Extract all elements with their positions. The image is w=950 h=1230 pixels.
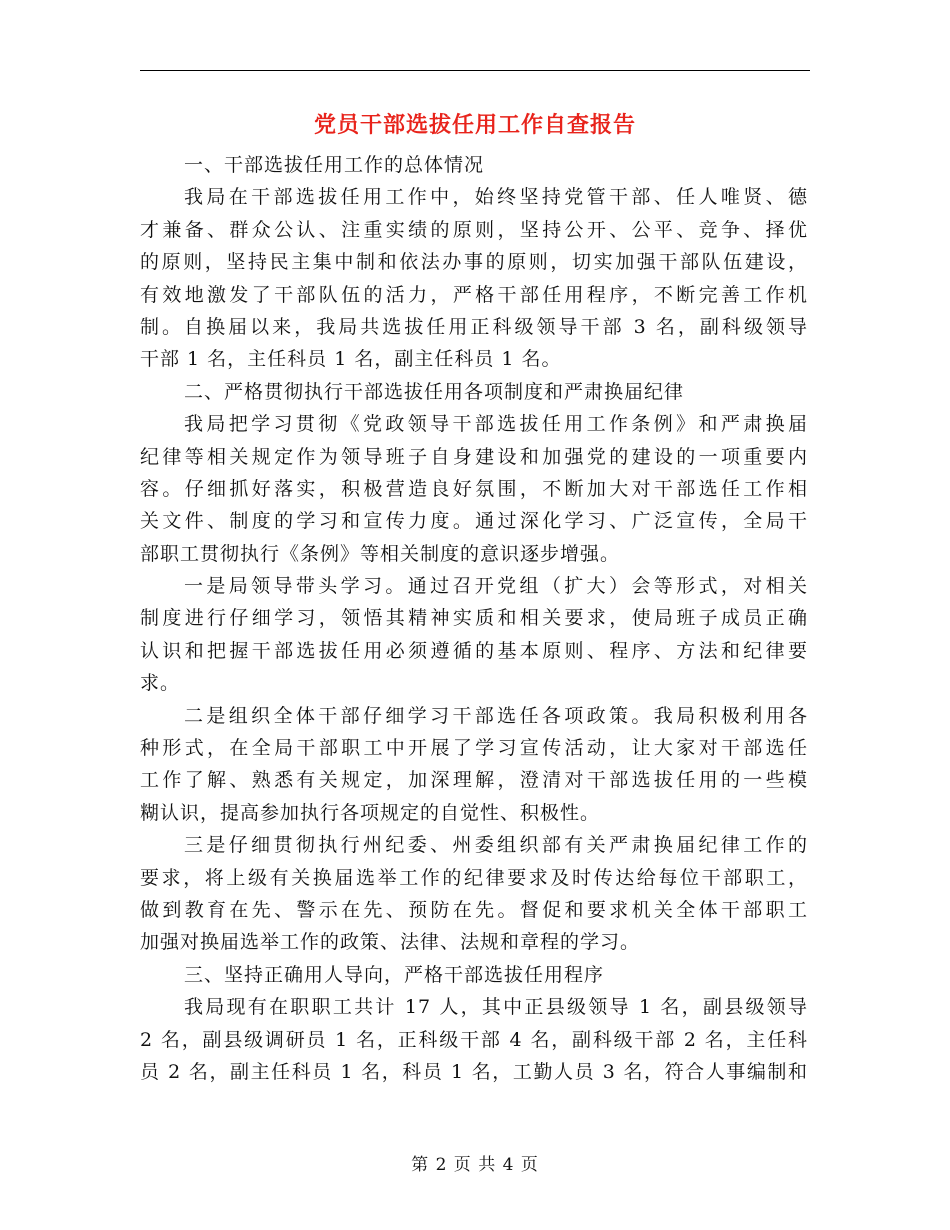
page-number: 第 2 页 共 4 页 bbox=[411, 1155, 539, 1175]
paragraph-line: 工作了解、熟悉有关规定，加深理解，澄清对干部选拔任用的一些模 bbox=[140, 769, 808, 792]
paragraph-line: 才兼备、群众公认、注重实绩的原则，坚持公开、公平、竞争、择优 bbox=[140, 218, 808, 241]
document-body bbox=[140, 149, 808, 1088]
paragraph-line: 员 2 名，副主任科员 1 名，科员 1 名，工勤人员 3 名，符合人事编制和 bbox=[140, 1060, 808, 1083]
paragraph-line: 有效地激发了干部队伍的活力，严格干部任用程序，不断完善工作机 bbox=[140, 283, 808, 306]
document-title: 党员干部选拔任用工作自查报告 bbox=[313, 112, 636, 138]
paragraph-line: 纪律等相关规定作为领导班子自身建设和加强党的建设的一项重要内 bbox=[140, 445, 808, 468]
paragraph-line: 做到教育在先、警示在先、预防在先。督促和要求机关全体干部职工 bbox=[140, 898, 808, 921]
paragraph-line: 求。 bbox=[140, 672, 181, 695]
paragraph-line: 我局把学习贯彻《党政领导干部选拔任用工作条例》和严肃换届 bbox=[184, 413, 808, 436]
paragraph-line: 关文件、制度的学习和宣传力度。通过深化学习、广泛宣传，全局干 bbox=[140, 510, 808, 533]
paragraph-line: 认识和把握干部选拔任用必须遵循的基本原则、程序、方法和纪律要 bbox=[140, 639, 808, 662]
section-heading-3: 三、坚持正确用人导向，严格干部选拔任用程序 bbox=[184, 963, 605, 986]
paragraph-line: 我局现有在职职工共计 17 人，其中正县级领导 1 名，副县级领导 bbox=[184, 996, 808, 1019]
paragraph-line: 的原则，坚持民主集中制和依法办事的原则，切实加强干部队伍建设， bbox=[140, 251, 808, 274]
paragraph-line: 2 名，副县级调研员 1 名，正科级干部 4 名，副科级干部 2 名，主任科 bbox=[140, 1028, 808, 1051]
paragraph-line: 制。自换届以来，我局共选拔任用正科级领导干部 3 名，副科级领导 bbox=[140, 315, 808, 338]
paragraph-line: 一是局领导带头学习。通过召开党组（扩大）会等形式，对相关 bbox=[184, 575, 808, 598]
paragraph-line: 种形式，在全局干部职工中开展了学习宣传活动，让大家对干部选任 bbox=[140, 737, 808, 760]
paragraph-line: 三是仔细贯彻执行州纪委、州委组织部有关严肃换届纪律工作的 bbox=[184, 834, 808, 857]
section-heading-2: 二、严格贯彻执行干部选拔任用各项制度和严肃换届纪律 bbox=[184, 380, 685, 403]
paragraph-line: 容。仔细抓好落实，积极营造良好氛围，不断加大对干部选任工作相 bbox=[140, 477, 808, 500]
paragraph-line: 二是组织全体干部仔细学习干部选任各项政策。我局积极利用各 bbox=[184, 704, 808, 727]
paragraph-line: 要求，将上级有关换届选举工作的纪律要求及时传达给每位干部职工， bbox=[140, 866, 808, 889]
header-rule bbox=[140, 70, 810, 71]
section-heading-1: 一、干部选拔任用工作的总体情况 bbox=[184, 154, 485, 176]
paragraph-line: 我局在干部选拔任用工作中，始终坚持党管干部、任人唯贤、德 bbox=[184, 186, 808, 209]
paragraph-line: 部职工贯彻执行《条例》等相关制度的意识逐步增强。 bbox=[140, 542, 621, 565]
paragraph-line: 干部 1 名，主任科员 1 名，副主任科员 1 名。 bbox=[140, 348, 562, 371]
paragraph-line: 糊认识，提高参加执行各项规定的自觉性、积极性。 bbox=[140, 801, 601, 824]
paragraph-line: 加强对换届选举工作的政策、法律、法规和章程的学习。 bbox=[140, 931, 641, 954]
paragraph-line: 制度进行仔细学习，领悟其精神实质和相关要求，使局班子成员正确 bbox=[140, 607, 808, 630]
